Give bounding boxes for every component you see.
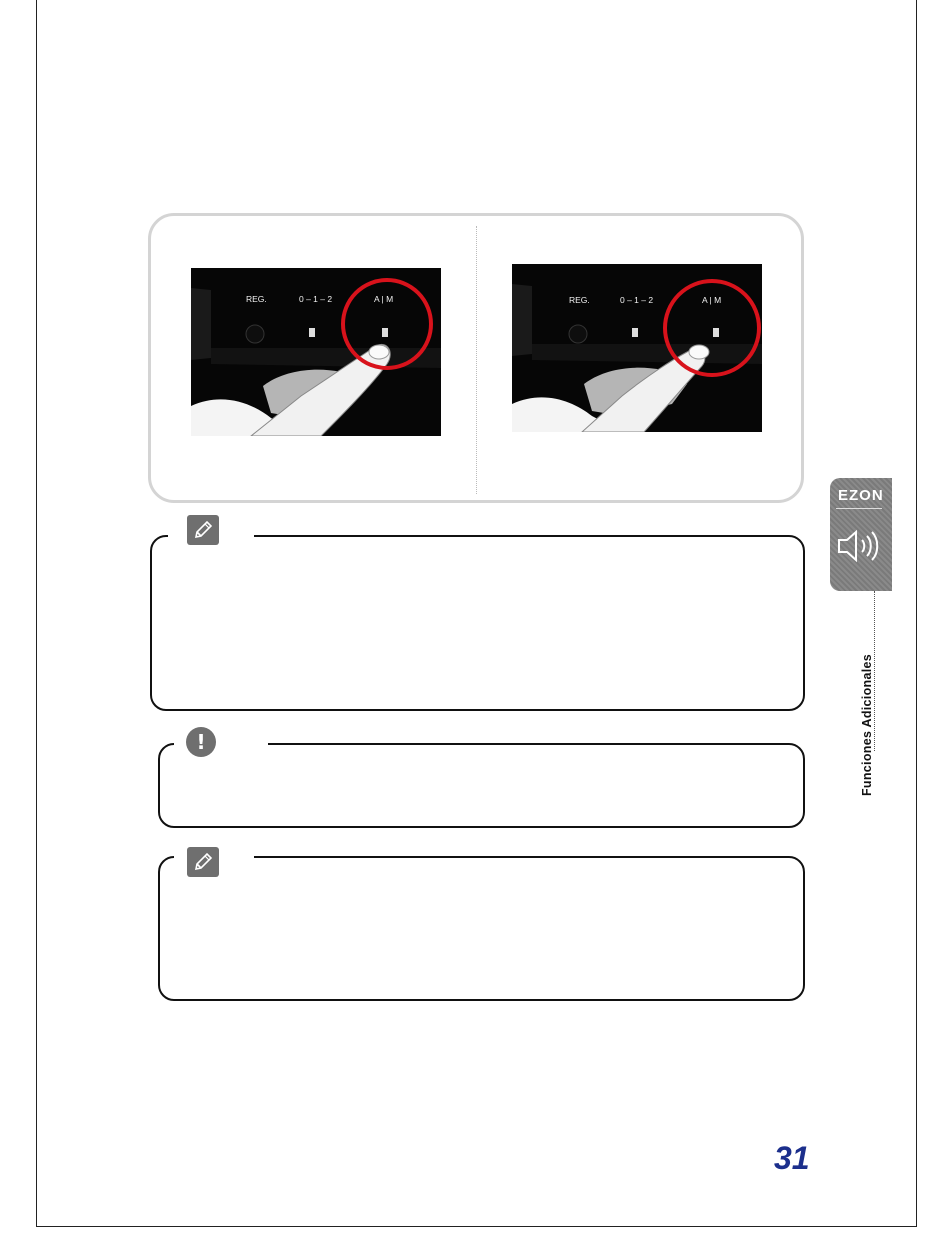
speed-label: 0 – 1 – 2 bbox=[620, 295, 654, 305]
side-dotted-line bbox=[874, 591, 875, 751]
reg-button bbox=[569, 325, 587, 343]
note-box bbox=[158, 856, 805, 1001]
speaker-icon bbox=[836, 526, 884, 571]
speed-label: 0 – 1 – 2 bbox=[299, 294, 333, 304]
brand-underline bbox=[836, 508, 882, 509]
speed-switch bbox=[632, 328, 638, 337]
photo-divider bbox=[476, 226, 477, 494]
exclamation-icon: ! bbox=[186, 727, 216, 757]
mode-label: A | M bbox=[374, 294, 394, 304]
pencil-icon bbox=[187, 515, 219, 545]
reg-button bbox=[246, 325, 264, 343]
photo-right bbox=[512, 264, 762, 432]
photo-left bbox=[191, 268, 441, 436]
chapter-label: Funciones Adicionales bbox=[860, 654, 874, 796]
speed-switch bbox=[309, 328, 315, 337]
mode-switch bbox=[713, 328, 719, 337]
reg-label: REG. bbox=[246, 294, 267, 304]
reg-label: REG. bbox=[569, 295, 590, 305]
warning-box bbox=[158, 743, 805, 828]
note-box bbox=[150, 535, 805, 711]
mode-switch bbox=[382, 328, 388, 337]
pencil-icon bbox=[187, 847, 219, 877]
mode-label: A | M bbox=[702, 295, 722, 305]
page-number: 31 bbox=[774, 1140, 810, 1176]
chapter-tab[interactable] bbox=[830, 478, 892, 591]
brand-logo: EZON bbox=[838, 487, 884, 504]
